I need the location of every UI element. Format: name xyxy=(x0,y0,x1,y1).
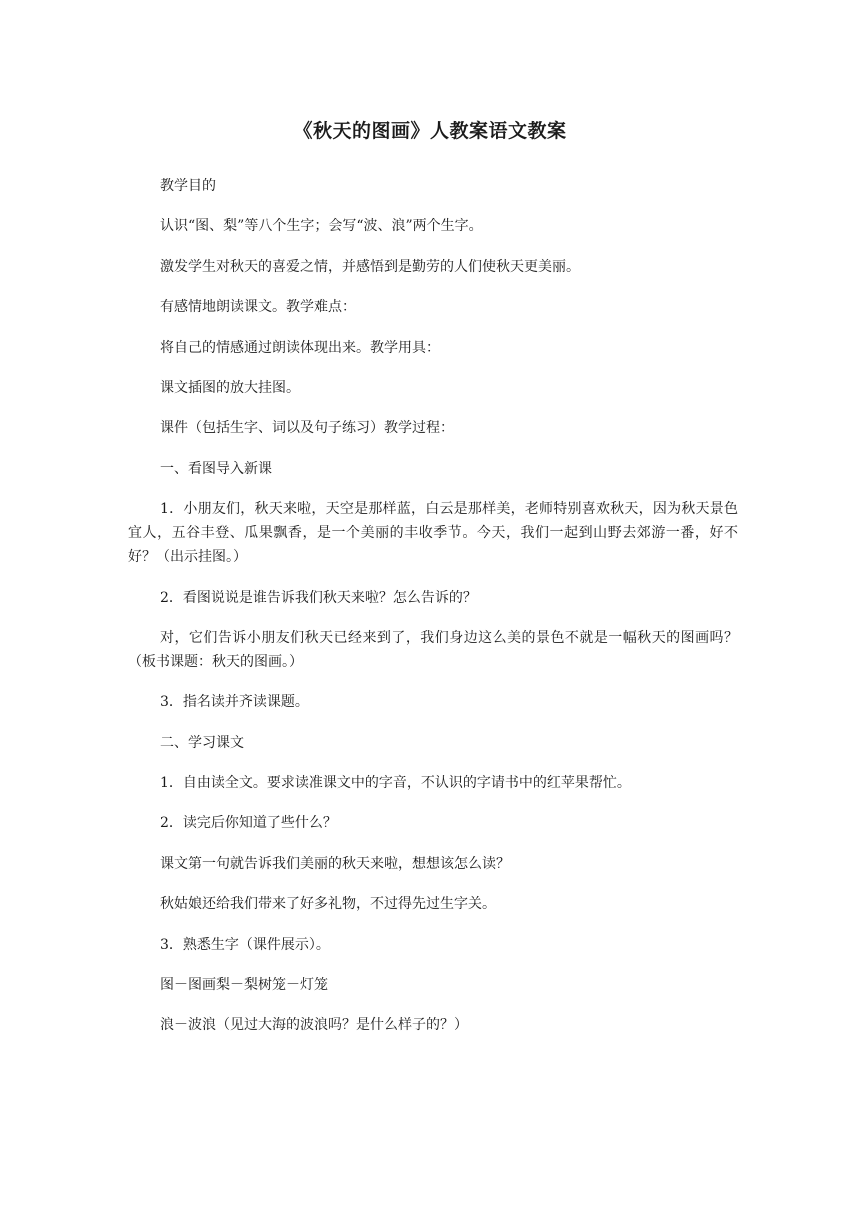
paragraph: 将自己的情感通过朗读体现出来。教学用具： xyxy=(160,339,440,356)
paragraph: 对，它们告诉小朋友们秋天已经来到了，我们身边这么美的景色不就是一幅秋天的图画吗？（板书课题：秋天的图画。） xyxy=(128,629,738,670)
paragraph: 图－图画梨－梨树笼－灯笼 xyxy=(160,977,328,994)
paragraph: 有感情地朗读课文。教学难点： xyxy=(160,299,356,316)
paragraph: 激发学生对秋天的喜爱之情，并感悟到是勤劳的人们使秋天更美丽。 xyxy=(160,258,580,275)
document-body xyxy=(128,174,738,1054)
paragraph: 教学目的 xyxy=(160,178,216,194)
section-heading: 一、看图导入新课 xyxy=(160,460,272,477)
paragraph: 认识“图、梨”等八个生字；会写“波、浪”两个生字。 xyxy=(160,218,483,235)
paragraph: 1．小朋友们，秋天来啦，天空是那样蓝，白云是那样美，老师特别喜欢秋天，因为秋天景色宜人，五谷丰登、瓜果飘香，是一个美丽的丰收季节。今天，我们一起到山野去郊游一番，好不好？（出示挂图。） xyxy=(128,501,738,566)
paragraph: 课件（包括生字、词以及句子练习）教学过程： xyxy=(160,420,454,437)
paragraph: 2．读完后你知道了些什么？ xyxy=(160,815,337,832)
paragraph: 秋姑娘还给我们带来了好多礼物，不过得先过生字关。 xyxy=(160,896,496,913)
document-title: 《秋天的图画》人教案语文教案 xyxy=(293,120,567,142)
paragraph: 3．指名读并齐读课题。 xyxy=(160,694,309,711)
section-heading: 二、学习课文 xyxy=(160,734,244,751)
paragraph: 课文插图的放大挂图。 xyxy=(160,379,300,396)
paragraph: 课文第一句就告诉我们美丽的秋天来啦，想想该怎么读？ xyxy=(160,855,510,872)
paragraph: 浪－波浪（见过大海的波浪吗？是什么样子的？） xyxy=(160,1017,468,1034)
paragraph: 3．熟悉生字（课件展示）。 xyxy=(160,936,330,953)
paragraph: 1．自由读全文。要求读准课文中的字音，不认识的字请书中的红苹果帮忙。 xyxy=(160,775,631,792)
paragraph: 2．看图说说是谁告诉我们秋天来啦？怎么告诉的？ xyxy=(160,589,477,606)
